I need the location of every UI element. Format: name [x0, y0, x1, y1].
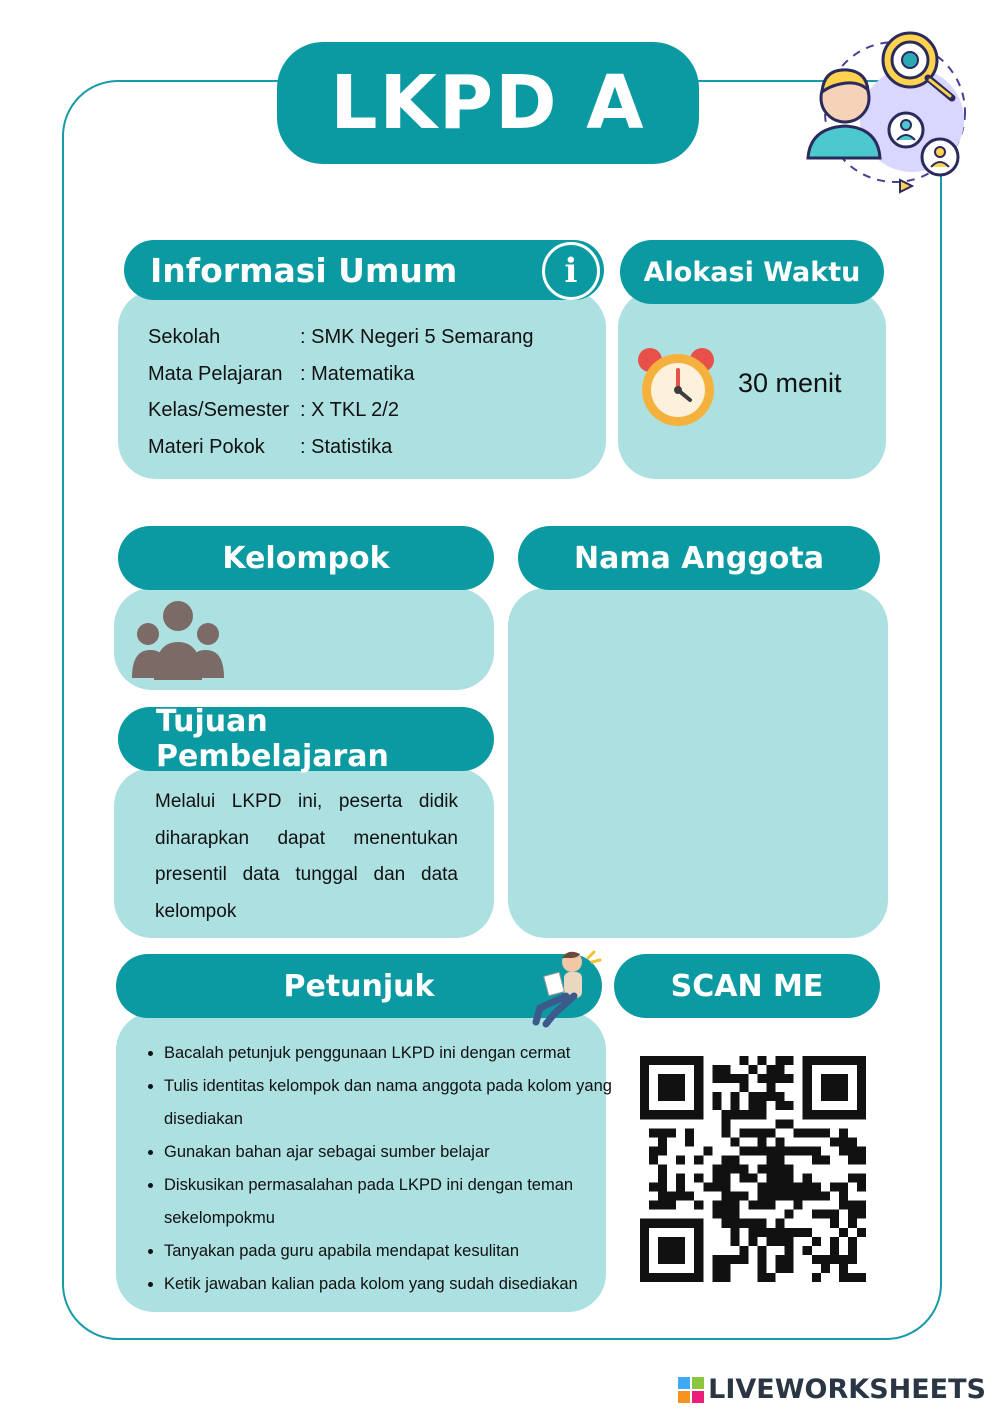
- list-item: • Ketik jawaban kalian pada kolom yang sudah disediakan: [164, 1268, 624, 1301]
- student-reading-illustration: [516, 948, 602, 1028]
- time-value: 30 menit: [738, 368, 842, 398]
- title-banner: [277, 42, 699, 164]
- instructions-list: [140, 1037, 624, 1301]
- brand-name: LIVEWORKSHEETS: [708, 1374, 986, 1405]
- collaboration-illustration: [800, 30, 975, 195]
- info-row-subject: Mata Pelajaran : Matematika: [148, 363, 415, 385]
- info-icon: i: [542, 242, 600, 300]
- list-item: • Diskusikan permasalahan pada LKPD ini dengan teman sekelompokmu: [164, 1169, 624, 1235]
- info-header: [124, 240, 604, 300]
- instructions-heading: Petunjuk: [283, 968, 435, 1004]
- group-header: [118, 526, 494, 590]
- objective-text: Melalui LKPD ini, peserta didik diharapkan dapat menentukan presentil data tunggal dan data kelompok: [155, 791, 458, 922]
- alarm-clock-icon: [634, 344, 724, 432]
- objective-heading: Tujuan Pembelajaran: [156, 704, 389, 774]
- time-heading: Alokasi Waktu: [643, 256, 861, 288]
- members-panel[interactable]: [508, 588, 888, 938]
- list-item: • Bacalah petunjuk penggunaan LKPD ini dengan cermat: [164, 1037, 624, 1070]
- list-item: • Gunakan bahan ajar sebagai sumber belajar: [164, 1136, 624, 1169]
- brand-logo: [678, 1374, 986, 1405]
- group-heading: Kelompok: [222, 540, 390, 576]
- objective-header: [118, 704, 494, 774]
- members-heading: Nama Anggota: [573, 540, 825, 576]
- page-title: LKPD A: [330, 60, 646, 146]
- info-row-school: Sekolah : SMK Negeri 5 Semarang: [148, 326, 534, 348]
- info-heading: Informasi Umum: [150, 250, 458, 290]
- qr-code-icon[interactable]: [640, 1056, 866, 1282]
- scan-heading: SCAN ME: [670, 968, 824, 1004]
- group-people-icon: [130, 600, 226, 682]
- scan-header: [614, 954, 880, 1018]
- info-row-class: Kelas/Semester : X TKL 2/2: [148, 399, 399, 421]
- list-item: • Tulis identitas kelompok dan nama anggota pada kolom yang disediakan: [164, 1070, 624, 1136]
- time-header: [620, 240, 884, 304]
- members-header: [518, 526, 880, 590]
- info-row-topic: Materi Pokok : Statistika: [148, 436, 393, 458]
- list-item: • Tanyakan pada guru apabila mendapat kesulitan: [164, 1235, 624, 1268]
- liveworksheets-logo-icon: [678, 1377, 704, 1403]
